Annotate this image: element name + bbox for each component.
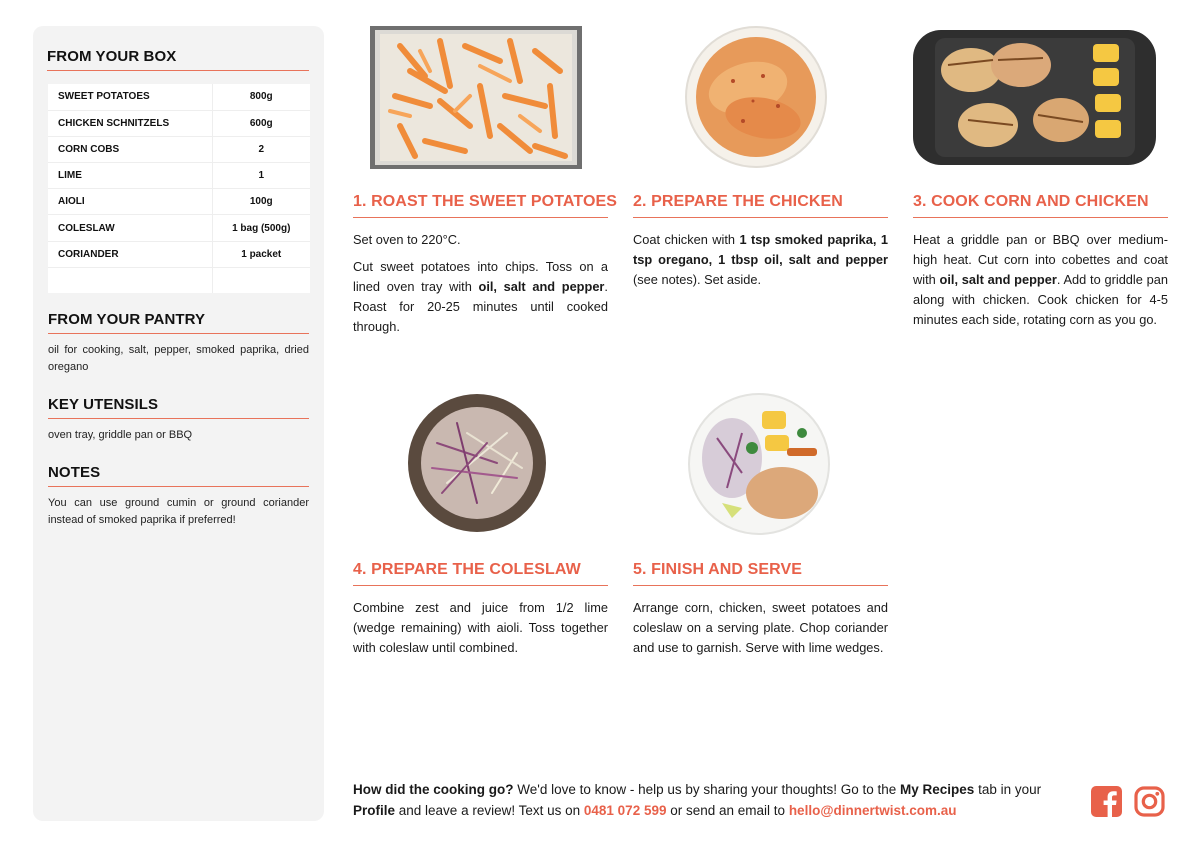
ingredient-row (48, 163, 310, 189)
step-1-text-c: . Roast for 20-25 minutes until cooked through. (353, 279, 608, 334)
ingredient-row (48, 136, 310, 162)
footer-text-2: tab in your (974, 782, 1042, 797)
phone-number-link[interactable]: 0481 072 599 (583, 803, 667, 818)
ingredient-row (48, 110, 310, 136)
step-1-instructions (353, 230, 608, 337)
footer-text-4: or send an email to (666, 803, 789, 818)
ingredient-qty: 1 (212, 163, 310, 189)
step-2-bold: 1 tsp smoked paprika, 1 tsp oregano, 1 tbsp oil, salt and pepper (633, 232, 889, 267)
ingredient-name: CORIANDER (48, 241, 212, 267)
ingredient-name: AIOLI (48, 189, 212, 215)
sweet-potato-tray-image (370, 26, 582, 169)
footer-text-3: and leave a review! Text us on (395, 803, 584, 818)
utensils-section (48, 396, 309, 444)
step-3-text-c: . Add to griddle pan along with chicken. Cook chicken for 4-5 minutes each side, rotating corn as you go. (913, 272, 1169, 327)
step-1 (353, 193, 618, 344)
ingredient-name: LIME (48, 163, 212, 189)
step-1-text-2 (353, 257, 608, 337)
utensils-text: oven tray, griddle pan or BBQ (48, 429, 193, 442)
step-4-title: 4. PREPARE THE COLESLAW (353, 561, 608, 586)
empty-cell (48, 267, 212, 293)
from-your-box-title: FROM YOUR BOX (47, 48, 309, 71)
step-2-instructions (633, 230, 888, 290)
notes-section (48, 464, 309, 529)
step-3-text (913, 230, 1168, 330)
ingredient-name: COLESLAW (48, 215, 212, 241)
finished-plate-image (687, 393, 831, 535)
step-5-instructions (633, 598, 888, 658)
step-1-title: 1. ROAST THE SWEET POTATOES (353, 193, 608, 218)
footer-text-1: We'd love to know - help us by sharing your thoughts! Go to the (513, 782, 901, 797)
step-2-text-a: Coat chicken with (633, 232, 740, 247)
my-recipes-label: My Recipes (900, 782, 975, 797)
ingredient-qty: 600g (212, 110, 310, 136)
step-5 (633, 561, 888, 665)
step-3-title: 3. COOK CORN AND CHICKEN (913, 193, 1168, 218)
step-2-text-c: (see notes). Set aside. (633, 272, 762, 287)
pantry-section (48, 311, 309, 376)
ingredient-row (48, 241, 310, 267)
ingredient-name: CORN COBS (48, 136, 212, 162)
profile-label: Profile (353, 803, 396, 818)
step-3-instructions (913, 230, 1168, 330)
step-4 (353, 561, 608, 665)
ingredient-qty: 800g (212, 84, 310, 110)
step-3-bold: oil, salt and pepper (939, 272, 1057, 287)
utensils-title: KEY UTENSILS (48, 396, 309, 419)
ingredient-qty: 100g (212, 189, 310, 215)
ingredient-qty: 2 (212, 136, 310, 162)
ingredient-row (48, 215, 310, 241)
ingredients-sidebar (33, 26, 324, 821)
ingredient-name: SWEET POTATOES (48, 84, 212, 110)
coleslaw-bowl-image (407, 393, 547, 533)
step-2-title: 2. PREPARE THE CHICKEN (633, 193, 888, 218)
pantry-title: FROM YOUR PANTRY (48, 311, 309, 334)
step-1-text-1: Set oven to 220°C. (353, 232, 461, 247)
ingredient-row (48, 84, 310, 110)
step-4-instructions (353, 598, 608, 658)
email-link[interactable]: hello@dinnertwist.com.au (788, 803, 957, 818)
instagram-icon[interactable] (1134, 786, 1165, 817)
notes-text: You can use ground cumin or ground coriander instead of smoked paprika if preferred! (48, 497, 309, 527)
feedback-footer (353, 779, 1073, 821)
ingredient-name: CHICKEN SCHNITZELS (48, 110, 212, 136)
ingredient-qty: 1 packet (212, 241, 310, 267)
facebook-icon[interactable] (1091, 786, 1122, 817)
step-5-text: Arrange corn, chicken, sweet potatoes and coleslaw on a serving plate. Chop coriander and use to garnish. Serve with lime wedges. (633, 600, 888, 655)
ingredient-row (48, 189, 310, 215)
ingredient-row-empty (48, 267, 310, 293)
step-1-text-a: Cut sweet potatoes into chips. Toss on a lined oven tray with (353, 259, 608, 294)
step-3-text-a: Heat a griddle pan or BBQ over medium-high heat. Cut corn into cobettes and coat with (913, 232, 1168, 287)
step-1-bold: oil, salt and pepper (478, 279, 605, 294)
chicken-bowl-image (683, 26, 829, 169)
empty-cell (212, 267, 310, 293)
notes-title: NOTES (48, 464, 309, 487)
pantry-text: oil for cooking, salt, pepper, smoked paprika, dried oregano (48, 344, 309, 374)
ingredients-table (48, 84, 310, 293)
step-4-text: Combine zest and juice from 1/2 lime (wedge remaining) with aioli. Toss together with coleslaw until combined. (353, 600, 608, 655)
footer-question: How did the cooking go? (353, 782, 514, 797)
step-5-title: 5. FINISH AND SERVE (633, 561, 888, 586)
step-2-text (633, 230, 888, 290)
griddle-pan-image (913, 30, 1156, 165)
step-3 (913, 193, 1168, 337)
step-2 (633, 193, 888, 297)
ingredient-qty: 1 bag (500g) (212, 215, 310, 241)
